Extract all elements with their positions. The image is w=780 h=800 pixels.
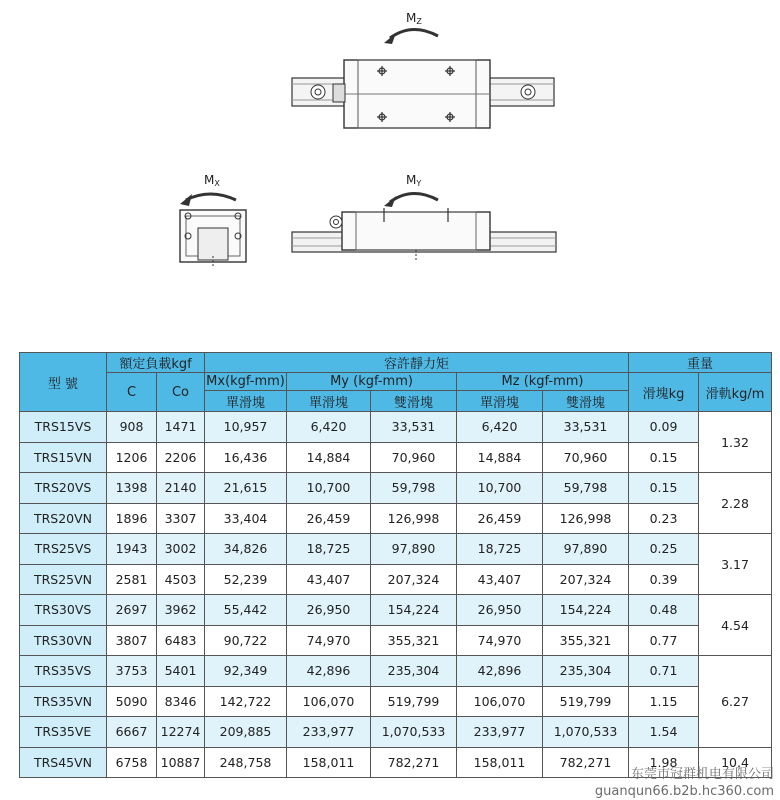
cell-co: 1471 [157,412,205,443]
cell-co: 4503 [157,564,205,595]
cell-model: TRS20VS [20,473,107,504]
watermark-site: guanqun66.b2b.hc360.com [594,784,774,799]
header-my: My (kgf-mm) [287,373,457,391]
cell-mz-double: 207,324 [543,564,629,595]
table-row [20,503,772,534]
cell-co: 10887 [157,747,205,778]
cell-rail-kgm: 3.17 [699,534,772,595]
cell-mz-single: 14,884 [457,442,543,473]
cell-mz-single: 18,725 [457,534,543,565]
cell-mx: 55,442 [205,595,287,626]
moment-diagram [0,0,780,330]
cell-my-single: 10,700 [287,473,371,504]
mz-label: MZ [406,11,422,26]
header-co: Co [157,373,205,412]
cell-mx: 21,615 [205,473,287,504]
table-row [20,656,772,687]
cell-my-double: 782,271 [371,747,457,778]
header-weight: 重量 [629,353,772,373]
cell-c: 1398 [107,473,157,504]
cell-my-double: 519,799 [371,686,457,717]
mz-top-view [292,11,554,128]
cell-block-kg: 0.48 [629,595,699,626]
cell-mz-double: 782,271 [543,747,629,778]
table-row [20,442,772,473]
header-static-moment: 容許靜力矩 [205,353,629,373]
cell-c: 1896 [107,503,157,534]
cell-block-kg: 0.15 [629,442,699,473]
cell-block-kg: 0.23 [629,503,699,534]
cell-c: 3807 [107,625,157,656]
cell-co: 3002 [157,534,205,565]
cell-rail-kgm: 2.28 [699,473,772,534]
cell-block-kg: 1.54 [629,717,699,748]
cell-c: 5090 [107,686,157,717]
cell-model: TRS20VN [20,503,107,534]
cell-mz-single: 26,950 [457,595,543,626]
cell-c: 6667 [107,717,157,748]
my-side-view [292,173,556,262]
watermark [595,766,774,800]
cell-block-kg: 1.15 [629,686,699,717]
header-model: 型 號 [20,353,107,412]
cell-mz-single: 42,896 [457,656,543,687]
cell-model: TRS15VN [20,442,107,473]
cell-co: 3307 [157,503,205,534]
table-row [20,595,772,626]
cell-c: 3753 [107,656,157,687]
cell-my-double: 59,798 [371,473,457,504]
cell-my-single: 106,070 [287,686,371,717]
cell-my-double: 154,224 [371,595,457,626]
cell-co: 6483 [157,625,205,656]
cell-c: 2697 [107,595,157,626]
mx-arrowhead [180,194,192,206]
cell-model: TRS30VN [20,625,107,656]
mx-arrow [186,194,236,200]
cell-model: TRS25VN [20,564,107,595]
cell-c: 6758 [107,747,157,778]
cell-mz-double: 126,998 [543,503,629,534]
header-mx-single: 單滑塊 [205,391,287,412]
cell-mx: 142,722 [205,686,287,717]
cell-block-kg: 0.09 [629,412,699,443]
cell-mz-double: 154,224 [543,595,629,626]
cell-my-double: 1,070,533 [371,717,457,748]
cell-co: 12274 [157,717,205,748]
table-row [20,717,772,748]
my-label: MY [406,173,422,188]
cell-block-kg: 0.77 [629,625,699,656]
table-row [20,412,772,443]
cell-mz-single: 158,011 [457,747,543,778]
cell-c: 1206 [107,442,157,473]
my-arrowhead [384,196,396,207]
cell-my-double: 355,321 [371,625,457,656]
mx-end-view [180,173,246,266]
cell-rail-kgm: 1.32 [699,412,772,473]
cell-model: TRS25VS [20,534,107,565]
cell-block-kg: 0.15 [629,473,699,504]
cell-mz-double: 1,070,533 [543,717,629,748]
table-row [20,625,772,656]
cell-block-kg: 0.25 [629,534,699,565]
cell-mx: 16,436 [205,442,287,473]
cell-mx: 90,722 [205,625,287,656]
cell-my-double: 126,998 [371,503,457,534]
cell-mx: 52,239 [205,564,287,595]
mx-label: MX [204,173,220,188]
cell-block-kg: 1.98 [629,747,699,778]
mz-arrow [390,29,438,38]
cell-mx: 92,349 [205,656,287,687]
cell-mz-double: 355,321 [543,625,629,656]
cell-model: TRS15VS [20,412,107,443]
my-arrow [390,193,438,202]
cell-my-single: 43,407 [287,564,371,595]
cell-mz-double: 519,799 [543,686,629,717]
cell-rail-kgm: 4.54 [699,595,772,656]
cell-mx: 33,404 [205,503,287,534]
cell-model: TRS35VS [20,656,107,687]
cell-my-single: 18,725 [287,534,371,565]
table-row [20,473,772,504]
cell-mx: 248,758 [205,747,287,778]
cell-c: 1943 [107,534,157,565]
cell-mz-double: 70,960 [543,442,629,473]
cell-my-single: 158,011 [287,747,371,778]
header-mz-double: 雙滑塊 [543,391,629,412]
cell-block-kg: 0.71 [629,656,699,687]
cell-co: 5401 [157,656,205,687]
cell-mz-double: 59,798 [543,473,629,504]
cell-mz-single: 233,977 [457,717,543,748]
cell-my-single: 26,459 [287,503,371,534]
cell-model: TRS30VS [20,595,107,626]
cell-model: TRS45VN [20,747,107,778]
cell-my-double: 97,890 [371,534,457,565]
cell-c: 908 [107,412,157,443]
cell-mx: 34,826 [205,534,287,565]
cell-my-single: 233,977 [287,717,371,748]
table-row [20,534,772,565]
cell-mz-single: 10,700 [457,473,543,504]
header-rail-kgm: 滑軌kg/m [699,373,772,412]
cell-rail-kgm: 10.4 [699,747,772,778]
header-block-kg: 滑塊kg [629,373,699,412]
watermark-company: 东莞市冠群机电有限公司 [630,767,774,782]
cell-mz-single: 74,970 [457,625,543,656]
cell-model: TRS35VE [20,717,107,748]
cell-co: 8346 [157,686,205,717]
cell-mz-double: 235,304 [543,656,629,687]
cell-my-double: 207,324 [371,564,457,595]
cell-mz-single: 43,407 [457,564,543,595]
cell-rail-kgm: 6.27 [699,656,772,748]
cell-my-double: 33,531 [371,412,457,443]
cell-my-single: 42,896 [287,656,371,687]
cell-mz-single: 26,459 [457,503,543,534]
cell-mx: 209,885 [205,717,287,748]
cell-my-double: 235,304 [371,656,457,687]
header-c: C [107,373,157,412]
cell-co: 2140 [157,473,205,504]
mz-arrowhead [384,33,396,44]
cell-my-double: 70,960 [371,442,457,473]
cell-model: TRS35VN [20,686,107,717]
header-mx: Mx(kgf-mm) [206,374,285,389]
spec-table [19,352,772,778]
header-mz-single: 單滑塊 [457,391,543,412]
cell-mz-double: 97,890 [543,534,629,565]
cell-my-single: 14,884 [287,442,371,473]
cell-my-single: 6,420 [287,412,371,443]
cell-co: 2206 [157,442,205,473]
cell-my-single: 74,970 [287,625,371,656]
cell-my-single: 26,950 [287,595,371,626]
header-my-double: 雙滑塊 [371,391,457,412]
cell-mz-single: 106,070 [457,686,543,717]
cell-mz-double: 33,531 [543,412,629,443]
header-my-single: 單滑塊 [287,391,371,412]
cell-mx: 10,957 [205,412,287,443]
table-row [20,686,772,717]
cell-mz-single: 6,420 [457,412,543,443]
cell-block-kg: 0.39 [629,564,699,595]
table-row [20,564,772,595]
cell-co: 3962 [157,595,205,626]
header-mz: Mz (kgf-mm) [457,373,629,391]
cell-c: 2581 [107,564,157,595]
header-rated-load: 額定負載kgf [107,353,205,373]
